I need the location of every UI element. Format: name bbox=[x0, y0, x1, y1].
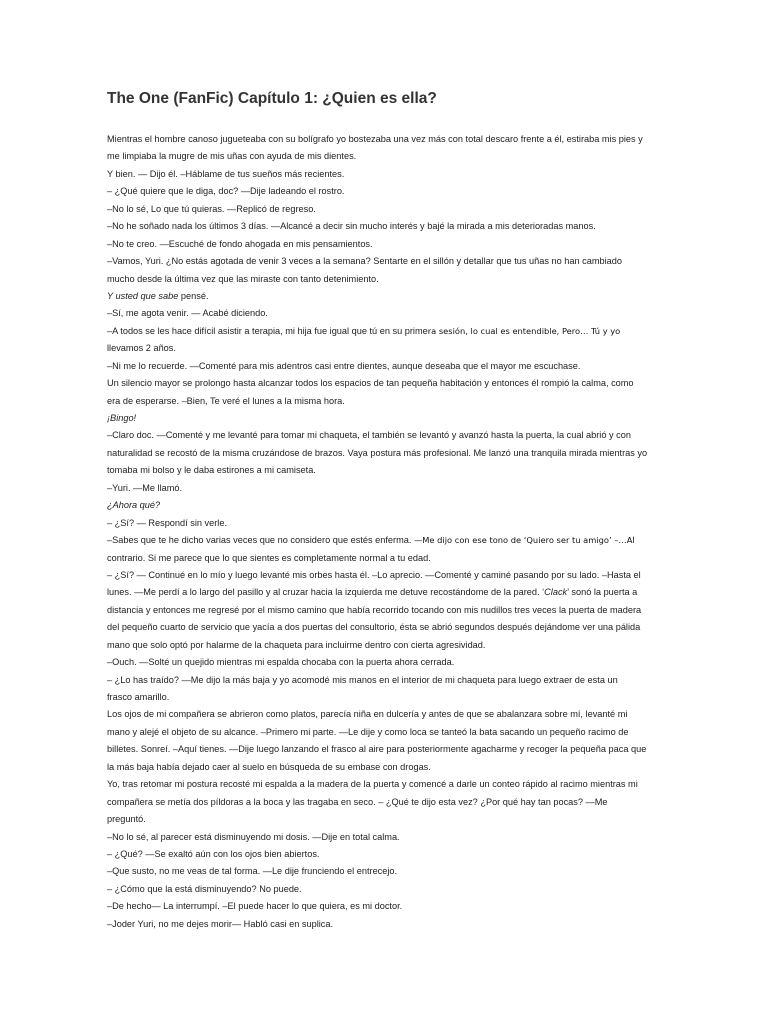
text-line bbox=[107, 759, 687, 776]
text-line bbox=[107, 497, 687, 514]
text-run: –Que susto, no me veas de tal forma. —Le dije frunciendo el entrecejo. bbox=[107, 866, 398, 877]
text-run: compañera se metía dos píldoras a la boca y las tragaba en seco. – ¿Qué te dijo esta vez? ¿Por qué hay tan pocas? —Me bbox=[107, 796, 608, 807]
text-line bbox=[107, 829, 687, 846]
text-line bbox=[107, 654, 687, 671]
text-run: –Ouch. —Solté un quejido mientras mi espalda chocaba con la puerta ahora cerrada. bbox=[107, 657, 455, 668]
text-run: –No te creo. —Escuché de fondo ahogada en mis pensamientos. bbox=[107, 238, 373, 249]
text-line bbox=[107, 393, 687, 410]
text-run: l bbox=[632, 535, 635, 546]
story-body bbox=[107, 131, 687, 933]
text-run: –Yuri. —Me llamó. bbox=[107, 482, 183, 493]
text-line bbox=[107, 358, 687, 375]
text-run: –No lo sé, Lo que tú quieras. —Replicó de regreso. bbox=[107, 203, 316, 214]
page-title: The One (FanFic) Capítulo 1: ¿Quien es ella? bbox=[107, 90, 437, 107]
text-run: pensé. bbox=[178, 290, 209, 301]
text-line bbox=[107, 898, 687, 915]
text-line bbox=[107, 741, 687, 758]
alt-font-text: ra sesión, lo cual es entendible, Pero… Tú y yo bbox=[427, 325, 621, 336]
text-line bbox=[107, 427, 687, 444]
italic-text: ¿Ahora qué? bbox=[107, 500, 161, 511]
text-run: mano y alejé el objeto de su alcance. –Primero mi parte. —Le dije y como loca se tanteó la bata sacando un pequeño racimo de bbox=[107, 726, 629, 737]
text-run: billetes. Sonreí. –Aquí tienes. —Dije luego lanzando el frasco al aire para posteriormente agacharme y recoger la pequeña paca que bbox=[107, 744, 647, 755]
text-line bbox=[107, 375, 687, 392]
text-run: –No lo sé, al parecer está disminuyendo mi dosis. —Dije en total calma. bbox=[107, 831, 400, 842]
text-run: Mientras el hombre canoso jugueteaba con su bolígrafo yo bostezaba una vez más con total descaro frente a él, estiraba mis pies y bbox=[107, 134, 643, 144]
text-line bbox=[107, 271, 687, 288]
text-line bbox=[107, 672, 687, 689]
text-line bbox=[107, 689, 687, 706]
text-line bbox=[107, 323, 687, 340]
text-run: distancia y entonces me regresé por el mismo camino que había recorrido tocando con mis nudillos tres veces la puerta de madera bbox=[107, 604, 642, 615]
text-run: mucho desde la última vez que las miraste con tanto detenimiento. bbox=[107, 273, 379, 284]
text-line bbox=[107, 183, 687, 200]
text-line bbox=[107, 881, 687, 898]
text-line bbox=[107, 863, 687, 880]
italic-text: ¡Bingo! bbox=[107, 413, 137, 423]
text-run: –Ni me lo recuerde. —Comenté para mis adentros casi entre dientes, aunque deseaba que el mayor me escuchase. bbox=[107, 360, 581, 371]
text-line bbox=[107, 567, 687, 584]
text-line bbox=[107, 916, 687, 933]
text-line bbox=[107, 480, 687, 497]
text-line bbox=[107, 846, 687, 863]
text-run: –Vamos, Yuri. ¿No estás agotada de venir 3 veces a la semana? Sentarte en el sillón y detallar que tus uñas no han cambiado bbox=[107, 256, 622, 267]
text-run: Yo, tras retomar mi postura recosté mi espalda a la madera de la puerta y comencé a darle un conteo rápido al racimo mientras mi bbox=[107, 779, 638, 790]
text-run: preguntó. bbox=[107, 814, 146, 825]
text-run: – ¿Sí? — Respondí sin verle. bbox=[107, 517, 228, 528]
text-run: la más baja había dejado caer al suelo en búsqueda de su embase con drogas. bbox=[107, 761, 431, 772]
text-run: – ¿Sí? — Continué en lo mío y luego levanté mis orbes hasta él. –Lo aprecio. —Comenté y caminé pasando por su lado. –Hasta el bbox=[107, 569, 641, 580]
text-line bbox=[107, 166, 687, 183]
text-run: Los ojos de mi compañera se abrieron como platos, parecía niña en dulcería y antes de que se abalanzara sobre mí, levanté mi bbox=[107, 709, 628, 720]
text-run: – ¿Qué? —Se exaltó aún con los ojos bien abiertos. bbox=[107, 848, 320, 859]
text-line bbox=[107, 131, 687, 148]
text-line bbox=[107, 532, 687, 549]
text-line bbox=[107, 584, 687, 601]
text-run: mano que solo optó por halarme de la chaqueta para incluirme dentro con cierta agresividad. bbox=[107, 639, 486, 650]
text-line bbox=[107, 515, 687, 532]
text-run: del pequeño cuarto de servicio que yacía a dos puertas del consultorio, ésta se abrió segundos después dejándome ver una pálida bbox=[107, 622, 641, 633]
text-run: ’ sonó la puerta a bbox=[567, 587, 638, 598]
text-run: contrario. Si me parece que lo que sientes es completamente normal a tu edad. bbox=[107, 552, 431, 563]
text-line bbox=[107, 794, 687, 811]
text-run: – ¿Lo has traído? —Me dijo la más baja y yo acomodé mis manos en el interior de mi chaqueta para luego extraer de esta un bbox=[107, 674, 618, 685]
text-line bbox=[107, 706, 687, 723]
text-run: era de esperarse. –Bien, Te veré el lunes a la misma hora. bbox=[107, 395, 345, 406]
text-run: frasco amarillo. bbox=[107, 692, 170, 702]
text-line bbox=[107, 462, 687, 479]
text-line bbox=[107, 776, 687, 793]
text-line bbox=[107, 602, 687, 619]
text-run: naturalidad se recostó de la misma cruzándose de brazos. Vaya postura más profesional. Me lanzó una tranquila mirada mientras yo bbox=[107, 447, 648, 458]
text-run: –De hecho— La interrumpí. –El puede hacer lo que quiera, es mi doctor. bbox=[107, 901, 403, 912]
text-line bbox=[107, 445, 687, 462]
text-line bbox=[107, 811, 687, 828]
text-run: – ¿Cómo que la está disminuyendo? No puede. bbox=[107, 883, 302, 894]
text-line bbox=[107, 288, 687, 305]
text-line bbox=[107, 253, 687, 270]
text-line bbox=[107, 201, 687, 218]
text-run: –Joder Yuri, no me dejes morir— Habló casi en suplica. bbox=[107, 918, 334, 929]
text-line bbox=[107, 410, 687, 427]
text-line bbox=[107, 724, 687, 741]
text-run: –Sí, me agota venir. — Acabé diciendo. bbox=[107, 308, 268, 319]
text-run: –No he soñado nada los últimos 3 días. —Alcancé a decir sin mucho interés y bajé la mirada a mis deterioradas manos. bbox=[107, 221, 596, 232]
text-line bbox=[107, 340, 687, 357]
text-line bbox=[107, 236, 687, 253]
text-line bbox=[107, 550, 687, 567]
text-run: –Sabes que te he dicho varias veces que no considero que estés enferma. bbox=[107, 535, 414, 546]
text-run: – ¿Qué quiere que le diga, doc? —Dije ladeando el rostro. bbox=[107, 186, 345, 197]
text-line bbox=[107, 148, 687, 165]
text-run: –A todos se les hace difícil asistir a terapia, mi hija fue igual que tú en su prime bbox=[107, 325, 428, 336]
text-run: Y bien. — Dijo él. –Háblame de tus sueños más recientes. bbox=[107, 168, 345, 179]
text-run: me limpiaba la mugre de mis uñas con ayuda de mis dientes. bbox=[107, 151, 357, 162]
italic-text: Clack bbox=[544, 587, 568, 598]
text-line bbox=[107, 305, 687, 322]
text-run: –Claro doc. —Comenté y me levanté para tomar mi chaqueta, el también se levantó y avanzó hasta la puerta, la cual abrió y con bbox=[107, 430, 631, 441]
text-line bbox=[107, 218, 687, 235]
italic-text: Y usted que sabe bbox=[107, 290, 179, 301]
text-line bbox=[107, 637, 687, 654]
text-run: llevamos 2 años. bbox=[107, 343, 176, 354]
alt-font-text: —Me dijo con ese tono de ‘Quiero ser tu amigo’ –…A bbox=[413, 535, 633, 546]
text-line bbox=[107, 619, 687, 636]
text-run: tomaba mi bolso y le daba estirones a mi camiseta. bbox=[107, 465, 316, 476]
text-run: Un silencio mayor se prolongo hasta alcanzar todos los espacios de tan pequeña habitación y entonces él rompió la calma, como bbox=[107, 378, 634, 389]
text-run: lunes. —Me perdí a lo largo del pasillo y al cruzar hacia la izquierda me detuve recostándome de la pared. ‘ bbox=[107, 587, 545, 598]
